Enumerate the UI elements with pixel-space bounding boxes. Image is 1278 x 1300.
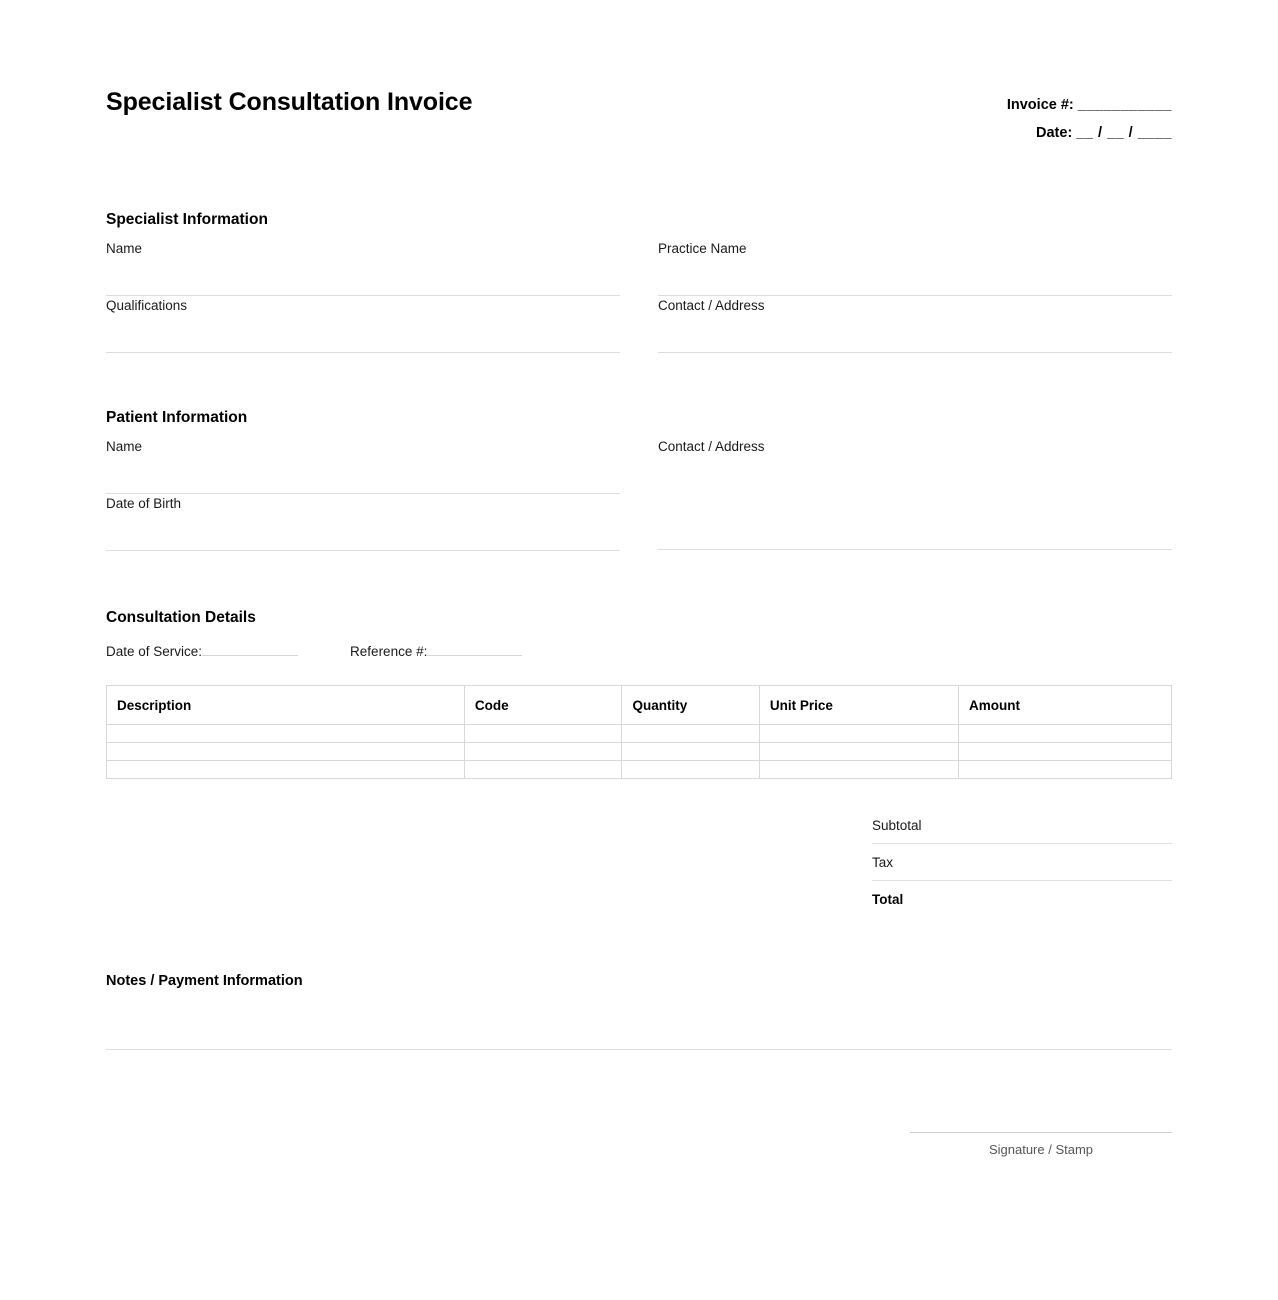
signature-block[interactable]	[910, 1132, 1172, 1157]
consultation-inline-fields	[106, 641, 1172, 659]
patient-name-label: Name	[106, 439, 143, 455]
notes-input[interactable]	[106, 1001, 1172, 1050]
date-of-service-field[interactable]	[106, 641, 298, 659]
patient-contact-field[interactable]	[658, 437, 1172, 550]
invoice-content	[106, 88, 1172, 1157]
patient-right-column	[658, 437, 1172, 551]
reference-number-label: Reference #:	[350, 644, 428, 660]
cell-unit-price[interactable]	[759, 743, 958, 761]
tax-row	[872, 844, 1172, 881]
cell-quantity[interactable]	[622, 725, 759, 743]
table-row[interactable]	[107, 725, 1172, 743]
tax-label: Tax	[872, 854, 894, 870]
specialist-qualifications-label: Qualifications	[106, 298, 188, 314]
patient-contact-label: Contact / Address	[658, 439, 765, 455]
total-label: Total	[872, 891, 904, 907]
cell-amount[interactable]	[958, 743, 1171, 761]
reference-number-input[interactable]	[427, 641, 522, 656]
date-of-service-input[interactable]	[202, 641, 298, 656]
signature-section	[106, 1132, 1172, 1157]
line-items-table	[106, 685, 1172, 779]
line-items-header	[107, 686, 1172, 725]
total-row	[872, 881, 1172, 917]
cell-code[interactable]	[464, 761, 622, 779]
specialist-name-label: Name	[106, 241, 143, 257]
cell-description[interactable]	[107, 761, 465, 779]
cell-description[interactable]	[107, 743, 465, 761]
totals-block	[872, 807, 1172, 917]
specialist-fields	[106, 239, 1172, 353]
cell-unit-price[interactable]	[759, 725, 958, 743]
invoice-date-row	[1007, 120, 1172, 148]
table-row[interactable]	[107, 743, 1172, 761]
patient-dob-field[interactable]	[106, 494, 620, 551]
invoice-number-row	[1007, 92, 1172, 120]
patient-section-heading: Patient Information	[106, 409, 248, 427]
signature-caption: Signature / Stamp	[988, 1142, 1094, 1158]
column-header-quantity: Quantity	[622, 686, 759, 725]
patient-name-field[interactable]	[106, 437, 620, 494]
patient-fields	[106, 437, 1172, 551]
practice-name-field[interactable]	[658, 239, 1172, 296]
cell-code[interactable]	[464, 725, 622, 743]
date-of-service-label: Date of Service:	[106, 644, 203, 660]
patient-left-column	[106, 437, 620, 551]
cell-unit-price[interactable]	[759, 761, 958, 779]
specialist-left-column	[106, 239, 620, 353]
invoice-date-label: Date:	[1036, 124, 1073, 141]
subtotal-row	[872, 807, 1172, 844]
cell-quantity[interactable]	[622, 761, 759, 779]
reference-number-field[interactable]	[350, 641, 522, 659]
cell-code[interactable]	[464, 743, 622, 761]
cell-quantity[interactable]	[622, 743, 759, 761]
column-header-amount: Amount	[958, 686, 1171, 725]
cell-description[interactable]	[107, 725, 465, 743]
specialist-right-column	[658, 239, 1172, 353]
column-header-code: Code	[464, 686, 622, 725]
notes-heading: Notes / Payment Information	[106, 973, 303, 990]
cell-amount[interactable]	[958, 761, 1171, 779]
line-items-body	[107, 725, 1172, 779]
invoice-header	[106, 88, 1172, 147]
consultation-section-heading: Consultation Details	[106, 609, 256, 627]
totals-section	[106, 807, 1172, 917]
column-header-unit-price: Unit Price	[759, 686, 958, 725]
table-header-row	[107, 686, 1172, 725]
patient-dob-label: Date of Birth	[106, 496, 182, 512]
practice-name-label: Practice Name	[658, 241, 747, 257]
invoice-number-label: Invoice #:	[1006, 97, 1074, 113]
page-title: Specialist Consultation Invoice	[106, 88, 473, 116]
table-row[interactable]	[107, 761, 1172, 779]
invoice-date-input[interactable]: __ / __ / ____	[1076, 124, 1172, 141]
specialist-contact-field[interactable]	[658, 296, 1172, 353]
specialist-qualifications-field[interactable]	[106, 296, 620, 353]
column-header-description: Description	[107, 686, 465, 725]
invoice-meta	[1007, 88, 1172, 147]
specialist-section-heading: Specialist Information	[106, 211, 268, 229]
subtotal-label: Subtotal	[872, 817, 922, 833]
specialist-contact-label: Contact / Address	[658, 298, 765, 314]
invoice-number-input[interactable]: ___________	[1077, 97, 1172, 113]
specialist-name-field[interactable]	[106, 239, 620, 296]
cell-amount[interactable]	[958, 725, 1171, 743]
